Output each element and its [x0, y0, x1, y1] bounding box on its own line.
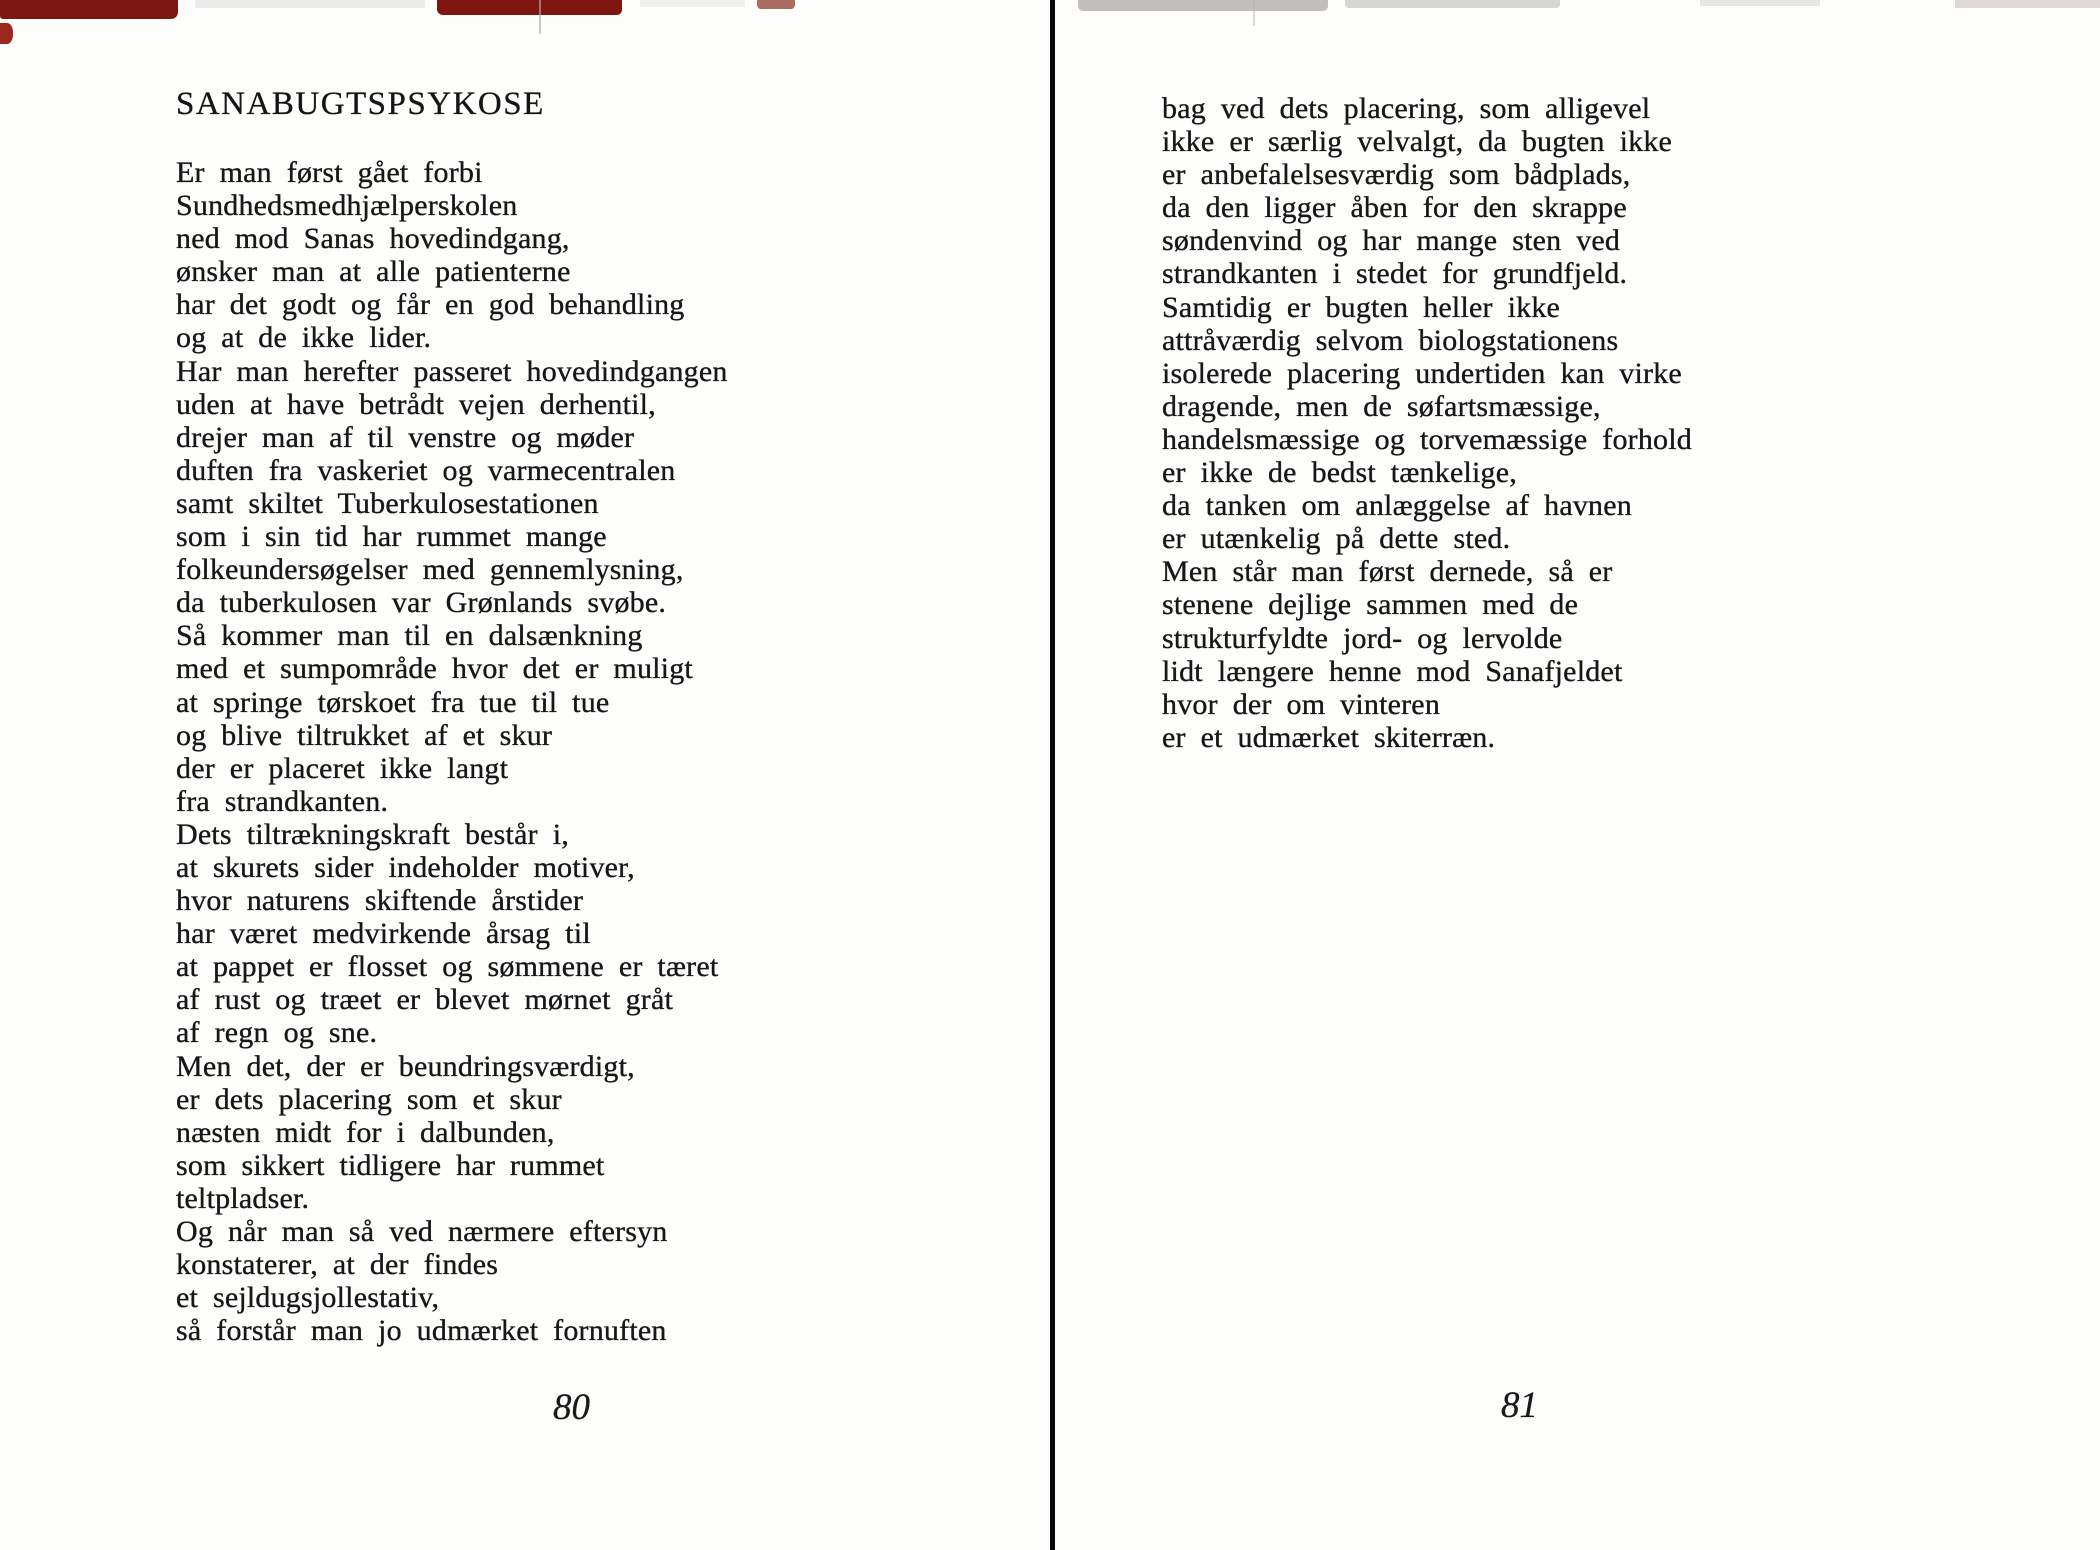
poem-line: er dets placering som et skur: [176, 1082, 562, 1116]
poem-line: som sikkert tidligere har rummet: [176, 1148, 605, 1182]
scan-smudge-artifact: [195, 0, 425, 8]
poem-line: duften fra vaskeriet og varmecentralen: [176, 453, 676, 487]
poem-line: har været medvirkende årsag til: [176, 917, 591, 951]
poem-body-right: [1162, 92, 1692, 754]
page-number-left: 80: [553, 1387, 590, 1428]
poem-line: lidt længere henne mod Sanafjeldet: [1162, 654, 1623, 688]
poem-line: Sundhedsmedhjælperskolen: [176, 189, 518, 223]
red-stain-artifact: [0, 0, 178, 19]
poem-line: handelsmæssige og torvemæssige forhold: [1162, 422, 1692, 456]
poem-line: folkeundersøgelser med gennemlysning,: [176, 553, 684, 587]
scan-smudge-artifact: [1955, 0, 2100, 8]
poem-line: med et sumpområde hvor det er muligt: [176, 652, 693, 686]
poem-line: attråværdig selvom biologstationens: [1162, 323, 1619, 357]
poem-line: Men står man først dernede, så er: [1162, 555, 1613, 589]
poem-line: Er man først gået forbi: [176, 156, 483, 189]
poem-line: at springe tørskoet fra tue til tue: [176, 685, 610, 719]
poem-line: Dets tiltrækningskraft består i,: [176, 817, 569, 851]
poem-line: ned mod Sanas hovedindgang,: [176, 222, 570, 256]
poem-line: drejer man af til venstre og møder: [176, 420, 635, 454]
poem-line: da tuberkulosen var Grønlands svøbe.: [176, 586, 667, 620]
scan-smudge-artifact: [1345, 0, 1560, 8]
poem-line: teltpladser.: [176, 1181, 310, 1215]
poem-line: samt skiltet Tuberkulosestationen: [176, 486, 599, 520]
poem-line: fra strandkanten.: [176, 784, 389, 818]
poem-body-left: [176, 156, 728, 1347]
red-stain-artifact: [437, 0, 622, 15]
binding-divider: [1050, 0, 1055, 1550]
poem-line: strukturfyldte jord- og lervolde: [1162, 621, 1563, 655]
poem-line: er ikke de bedst tænkelige,: [1162, 456, 1517, 490]
poem-line: konstaterer, at der findes: [176, 1248, 499, 1282]
poem-line: da tanken om anlæggelse af havnen: [1162, 489, 1632, 523]
poem-line: hvor der om vinteren: [1162, 687, 1441, 721]
poem-line: af regn og sne.: [176, 1016, 378, 1050]
poem-line: der er placeret ikke langt: [176, 751, 509, 785]
page-number-right: 81: [1501, 1385, 1538, 1426]
poem-line: et sejldugsjollestativ,: [176, 1281, 440, 1315]
poem-line: ikke er særlig velvalgt, da bugten ikke: [1162, 125, 1673, 159]
poem-line: stenene dejlige sammen med de: [1162, 588, 1579, 622]
poem-line: af rust og træet er blevet mørnet gråt: [176, 983, 674, 1017]
poem-line: som i sin tid har rummet mange: [176, 520, 607, 554]
scan-smudge-artifact: [640, 0, 745, 7]
crease-artifact: [1253, 0, 1255, 26]
poem-line: næsten midt for i dalbunden,: [176, 1115, 555, 1149]
poem-line: Og når man så ved nærmere eftersyn: [176, 1215, 668, 1248]
poem-line: uden at have betrådt vejen derhentil,: [176, 387, 656, 421]
poem-line: Så kommer man til en dalsænkning: [176, 619, 643, 653]
poem-line: Men det, der er beundringsværdigt,: [176, 1049, 635, 1083]
scan-smudge-artifact: [1078, 0, 1328, 11]
red-stain-artifact: [757, 0, 795, 9]
poem-line: er et udmærket skiterræn.: [1162, 720, 1496, 754]
red-stain-artifact: [0, 23, 13, 44]
poem-line: da den ligger åben for den skrappe: [1162, 191, 1627, 225]
poem-line: Samtidig er bugten heller ikke: [1162, 290, 1561, 324]
poem-line: er utænkelig på dette sted.: [1162, 522, 1511, 556]
crease-artifact: [539, 0, 541, 34]
poem-line: hvor naturens skiftende årstider: [176, 884, 584, 918]
poem-line: at pappet er flosset og sømmene er tæret: [176, 950, 719, 984]
poem-line: Har man herefter passeret hovedindgangen: [176, 354, 728, 388]
poem-line: og blive tiltrukket af et skur: [176, 718, 553, 752]
poem-line: bag ved dets placering, som alligevel: [1162, 92, 1651, 125]
poem-line: så forstår man jo udmærket fornuften: [176, 1314, 667, 1348]
poem-title: SANABUGTSPSYKOSE: [176, 86, 545, 122]
poem-line: at skurets sider indeholder motiver,: [176, 850, 635, 884]
poem-line: er anbefalelsesværdig som bådplads,: [1162, 158, 1631, 192]
poem-line: isolerede placering undertiden kan virke: [1162, 356, 1682, 390]
poem-line: søndenvind og har mange sten ved: [1162, 224, 1621, 258]
poem-line: og at de ikke lider.: [176, 321, 432, 355]
scan-smudge-artifact: [1700, 0, 1820, 6]
poem-line: har det godt og får en god behandling: [176, 288, 685, 322]
poem-line: strandkanten i stedet for grundfjeld.: [1162, 257, 1628, 291]
poem-line: dragende, men de søfartsmæssige,: [1162, 389, 1601, 423]
poem-line: ønsker man at alle patienterne: [176, 255, 571, 289]
